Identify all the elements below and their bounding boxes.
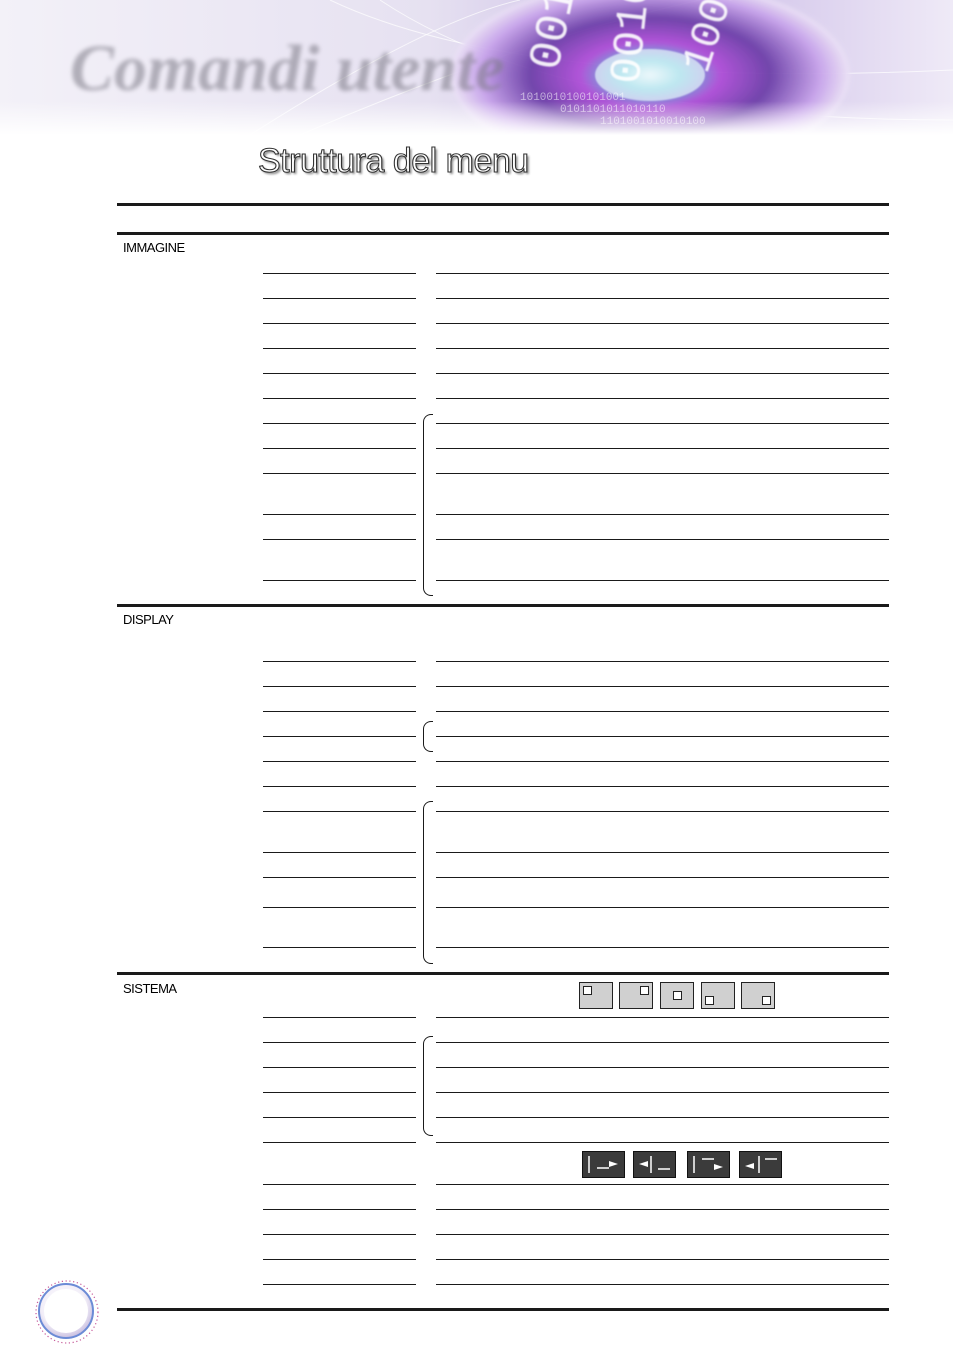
option-row-line	[436, 423, 889, 424]
menu-row-line	[263, 852, 416, 853]
grouping-bracket	[423, 414, 433, 596]
menu-row-line	[263, 686, 416, 687]
menu-row-line	[263, 348, 416, 349]
bottom-divider	[117, 1308, 889, 1311]
menu-row-line	[263, 947, 416, 948]
menu-row-line	[263, 273, 416, 274]
menu-row-line	[263, 323, 416, 324]
menu-row-line	[263, 473, 416, 474]
bottom-left-position-icon	[701, 982, 735, 1009]
top-divider	[117, 203, 889, 206]
menu-row-line	[263, 1209, 416, 1210]
menu-row-line	[263, 1067, 416, 1068]
option-row-line	[436, 348, 889, 349]
option-row-line	[436, 373, 889, 374]
menu-row-line	[263, 1234, 416, 1235]
menu-row-line	[263, 761, 416, 762]
option-row-line	[436, 448, 889, 449]
option-row-line	[436, 947, 889, 948]
page-title: Struttura del menu	[258, 142, 529, 180]
section-divider-display	[117, 604, 889, 607]
header-banner	[0, 0, 953, 135]
menu-row-line	[263, 811, 416, 812]
menu-row-line	[263, 580, 416, 581]
option-row-line	[436, 539, 889, 540]
option-row-line	[436, 473, 889, 474]
option-row-line	[436, 1017, 889, 1018]
menu-row-line	[263, 661, 416, 662]
menu-row-line	[263, 711, 416, 712]
menu-row-line	[263, 1017, 416, 1018]
option-row-line	[436, 877, 889, 878]
option-row-line	[436, 736, 889, 737]
option-row-line	[436, 711, 889, 712]
option-row-line	[436, 811, 889, 812]
menu-row-line	[263, 539, 416, 540]
option-row-line	[436, 323, 889, 324]
center-position-icon	[660, 982, 694, 1009]
option-row-line	[436, 1117, 889, 1118]
menu-row-line	[263, 1284, 416, 1285]
option-row-line	[436, 1234, 889, 1235]
top-left-position-icon	[579, 982, 613, 1009]
menu-row-line	[263, 1117, 416, 1118]
option-row-line	[436, 514, 889, 515]
option-row-line	[436, 580, 889, 581]
menu-row-line	[263, 1184, 416, 1185]
menu-row-line	[263, 448, 416, 449]
option-row-line	[436, 273, 889, 274]
menu-row-line	[263, 1092, 416, 1093]
option-row-line	[436, 298, 889, 299]
menu-row-line	[263, 736, 416, 737]
option-row-line	[436, 1092, 889, 1093]
option-row-line	[436, 1259, 889, 1260]
menu-row-line	[263, 1142, 416, 1143]
section-divider-immagine	[117, 232, 889, 235]
grouping-bracket	[423, 801, 433, 964]
menu-row-line	[263, 1042, 416, 1043]
option-row-line	[436, 1042, 889, 1043]
rear-desktop-projection-icon	[633, 1151, 676, 1178]
option-row-line	[436, 661, 889, 662]
option-row-line	[436, 1184, 889, 1185]
option-row-line	[436, 907, 889, 908]
grouping-bracket	[423, 1036, 433, 1136]
section-divider-sistema	[117, 972, 889, 975]
grouping-bracket	[423, 721, 433, 752]
menu-row-line	[263, 786, 416, 787]
option-row-line	[436, 1284, 889, 1285]
menu-row-line	[263, 423, 416, 424]
option-row-line	[436, 398, 889, 399]
rear-ceiling-projection-icon	[739, 1151, 782, 1178]
option-row-line	[436, 761, 889, 762]
menu-row-line	[263, 877, 416, 878]
menu-row-line	[263, 398, 416, 399]
option-row-line	[436, 1142, 889, 1143]
option-row-line	[436, 686, 889, 687]
page-number-circle	[32, 1277, 102, 1347]
menu-row-line	[263, 1259, 416, 1260]
front-ceiling-projection-icon	[687, 1151, 730, 1178]
section-label-sistema: SISTEMA	[123, 981, 177, 996]
option-row-line	[436, 1209, 889, 1210]
option-row-line	[436, 786, 889, 787]
section-label-display: DISPLAY	[123, 612, 174, 627]
section-label-immagine: IMMAGINE	[123, 240, 185, 255]
option-row-line	[436, 1067, 889, 1068]
menu-row-line	[263, 514, 416, 515]
option-row-line	[436, 852, 889, 853]
menu-row-line	[263, 373, 416, 374]
menu-row-line	[263, 907, 416, 908]
bottom-right-position-icon	[741, 982, 775, 1009]
front-desktop-projection-icon	[582, 1151, 625, 1178]
menu-row-line	[263, 298, 416, 299]
top-right-position-icon	[619, 982, 653, 1009]
